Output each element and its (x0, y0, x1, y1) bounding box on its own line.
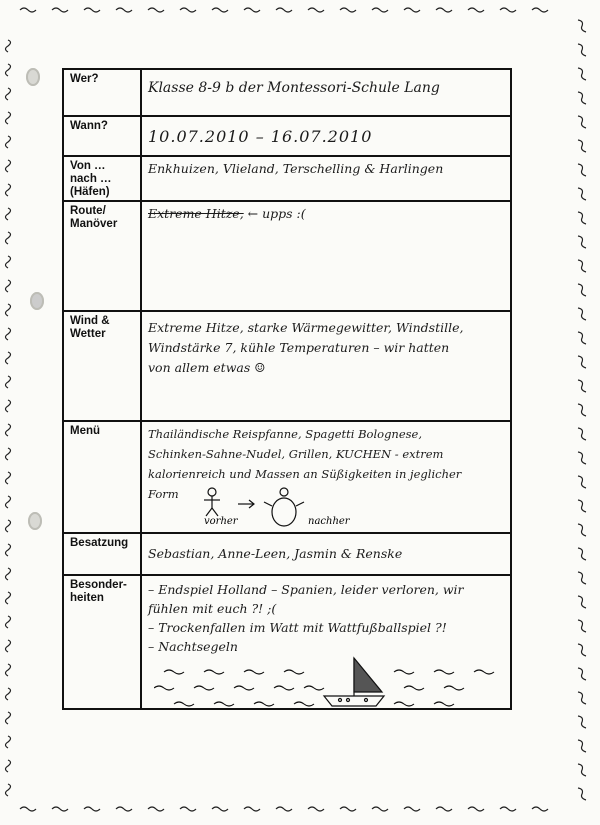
top-squiggle (212, 8, 228, 12)
left-squiggle (6, 352, 11, 364)
row-haefen (64, 155, 510, 200)
right-squiggle (578, 308, 586, 320)
wer-text: Klasse 8-9 b der Montessori-Schule Lang (148, 80, 440, 96)
right-squiggle (578, 44, 586, 56)
top-squiggle (372, 8, 388, 12)
wetter-line-3: von allem etwas ☺ (148, 360, 266, 375)
right-squiggle (578, 452, 586, 464)
logbook-form (62, 68, 512, 710)
besonder-line-2: fühlen mit euch ?! ;( (148, 601, 277, 616)
left-squiggle (6, 688, 11, 700)
left-squiggle (6, 400, 11, 412)
top-squiggle (436, 8, 452, 12)
right-margin-squiggles (570, 0, 600, 825)
wetter-line-2: Windstärke 7, kühle Temperaturen – wir hatten (148, 340, 450, 355)
right-squiggle (578, 476, 586, 488)
wave-stroke (204, 670, 224, 674)
punch-hole-top (26, 68, 40, 86)
wave-stroke (274, 686, 294, 690)
punch-hole-bottom (28, 512, 42, 530)
left-squiggle (6, 208, 11, 220)
value-haefen (148, 159, 504, 200)
bottom-squiggle (468, 807, 484, 811)
wave-stroke (394, 702, 414, 706)
left-squiggle (6, 328, 11, 340)
bottom-squiggle (52, 807, 68, 811)
sketch-label-after: nachher (308, 516, 350, 527)
sailboat-sketch (154, 652, 504, 712)
menue-line-2: Schinken-Sahne-Nudel, Grillen, KUCHEN - extrem (148, 447, 444, 461)
right-squiggle (578, 20, 586, 32)
row-wetter (64, 310, 510, 420)
bottom-squiggle (404, 807, 420, 811)
left-squiggle (6, 616, 11, 628)
menue-line-1: Thailändische Reispfanne, Spagetti Bolognese, (148, 427, 423, 441)
right-squiggle (578, 500, 586, 512)
wave-stroke (304, 686, 324, 690)
left-squiggle (6, 40, 11, 52)
left-squiggle (6, 280, 11, 292)
top-squiggle (340, 8, 356, 12)
right-squiggle (578, 284, 586, 296)
right-squiggle (578, 404, 586, 416)
wave-stroke (194, 686, 214, 690)
top-squiggle (84, 8, 100, 12)
left-squiggle (6, 496, 11, 508)
wetter-line-1: Extreme Hitze, starke Wärmegewitter, Windstille, (148, 320, 464, 335)
right-squiggle (578, 332, 586, 344)
left-squiggle (6, 232, 11, 244)
label-besonderheiten: Besonder- heiten (64, 576, 142, 708)
wave-stroke (404, 686, 424, 690)
wave-stroke (434, 670, 454, 674)
value-route (148, 204, 504, 310)
wave-stroke (434, 702, 454, 706)
wave-stroke (234, 686, 254, 690)
right-squiggle (578, 716, 586, 728)
right-squiggle (578, 548, 586, 560)
label-wetter: Wind & Wetter (64, 312, 142, 420)
left-squiggle (6, 88, 11, 100)
bottom-squiggle (372, 807, 388, 811)
right-squiggle (578, 668, 586, 680)
right-squiggle (578, 428, 586, 440)
wave-stroke (284, 670, 304, 674)
right-squiggle (578, 644, 586, 656)
right-squiggle (578, 620, 586, 632)
left-squiggle (6, 112, 11, 124)
row-besatzung (64, 532, 510, 574)
route-note: ← upps :( (247, 206, 306, 221)
top-squiggle (500, 8, 516, 12)
wann-text: 10.07.2010 – 16.07.2010 (148, 127, 373, 146)
right-squiggle (578, 380, 586, 392)
left-squiggle (6, 568, 11, 580)
left-squiggle (6, 256, 11, 268)
top-squiggle (244, 8, 260, 12)
besonder-line-3: – Trockenfallen im Watt mit Wattfußballspiel ?! (148, 620, 447, 635)
right-squiggle (578, 692, 586, 704)
right-squiggle (578, 68, 586, 80)
besonder-line-1: – Endspiel Holland – Spanien, leider verloren, wir (148, 582, 464, 597)
top-squiggle (532, 8, 548, 12)
menue-line-3: kalorienreich und Massen an Süßigkeiten in jeglicher (148, 467, 462, 481)
wave-stroke (164, 670, 184, 674)
left-squiggle (6, 304, 11, 316)
right-squiggle (578, 764, 586, 776)
left-squiggle (6, 448, 11, 460)
left-squiggle (6, 184, 11, 196)
right-squiggle (578, 260, 586, 272)
wave-stroke (444, 686, 464, 690)
bottom-squiggle (436, 807, 452, 811)
top-squiggle (308, 8, 324, 12)
label-besatzung: Besatzung (64, 534, 142, 574)
bottom-margin-squiggles (0, 795, 600, 825)
sketch-label-before: vorher (204, 516, 238, 527)
label-wann: Wann? (64, 117, 142, 155)
right-squiggle (578, 212, 586, 224)
bottom-squiggle (244, 807, 260, 811)
wave-stroke (254, 702, 274, 706)
left-squiggle (6, 664, 11, 676)
left-squiggle (6, 424, 11, 436)
row-wer (64, 70, 510, 115)
bottom-squiggle (148, 807, 164, 811)
wave-stroke (174, 702, 194, 706)
right-squiggle (578, 524, 586, 536)
left-squiggle (6, 160, 11, 172)
value-wer (148, 78, 504, 115)
top-squiggle (180, 8, 196, 12)
left-squiggle (6, 472, 11, 484)
label-route: Route/ Manöver (64, 202, 142, 310)
left-squiggle (6, 592, 11, 604)
left-squiggle (6, 712, 11, 724)
left-squiggle (6, 760, 11, 772)
right-squiggle (578, 356, 586, 368)
right-squiggle (578, 140, 586, 152)
row-menue (64, 420, 510, 532)
bottom-squiggle (340, 807, 356, 811)
bottom-squiggle (116, 807, 132, 811)
left-squiggle (6, 64, 11, 76)
right-squiggle (578, 236, 586, 248)
bottom-squiggle (180, 807, 196, 811)
haefen-text: Enkhuizen, Vlieland, Terschelling & Harlingen (148, 161, 444, 176)
bottom-squiggle (20, 807, 36, 811)
punch-hole-middle (30, 292, 44, 310)
row-route (64, 200, 510, 310)
besonder-line-4: – Nachtsegeln (148, 639, 238, 654)
bottom-squiggle (532, 807, 548, 811)
top-squiggle (468, 8, 484, 12)
right-squiggle (578, 740, 586, 752)
label-haefen: Von … nach … (Häfen) (64, 157, 142, 200)
left-squiggle (6, 640, 11, 652)
right-squiggle (578, 92, 586, 104)
wave-stroke (474, 670, 494, 674)
wave-stroke (214, 702, 234, 706)
right-squiggle (578, 164, 586, 176)
top-squiggle (52, 8, 68, 12)
besatzung-text: Sebastian, Anne-Leen, Jasmin & Renske (148, 546, 403, 561)
wave-stroke (394, 670, 414, 674)
bottom-squiggle (500, 807, 516, 811)
top-margin-squiggles (0, 0, 600, 20)
menue-line-4: Form (148, 487, 179, 501)
label-wer: Wer? (64, 70, 142, 115)
bottom-squiggle (212, 807, 228, 811)
left-squiggle (6, 520, 11, 532)
bottom-squiggle (276, 807, 292, 811)
wave-stroke (244, 670, 264, 674)
top-squiggle (148, 8, 164, 12)
bottom-squiggle (84, 807, 100, 811)
label-menue: Menü (64, 422, 142, 532)
route-struck-text: Extreme Hitze, (148, 206, 244, 221)
left-margin-squiggles (0, 0, 20, 825)
wave-stroke (294, 702, 314, 706)
bottom-squiggle (308, 807, 324, 811)
top-squiggle (20, 8, 36, 12)
top-squiggle (116, 8, 132, 12)
right-squiggle (578, 596, 586, 608)
row-wann (64, 115, 510, 155)
top-squiggle (404, 8, 420, 12)
left-squiggle (6, 376, 11, 388)
left-squiggle (6, 544, 11, 556)
wave-stroke (154, 686, 174, 690)
value-wann (148, 127, 504, 155)
right-squiggle (578, 188, 586, 200)
left-squiggle (6, 136, 11, 148)
right-squiggle (578, 116, 586, 128)
top-squiggle (276, 8, 292, 12)
left-squiggle (6, 736, 11, 748)
row-besonderheiten (64, 574, 510, 708)
value-wetter (148, 318, 504, 420)
value-besatzung (148, 544, 504, 574)
right-squiggle (578, 572, 586, 584)
